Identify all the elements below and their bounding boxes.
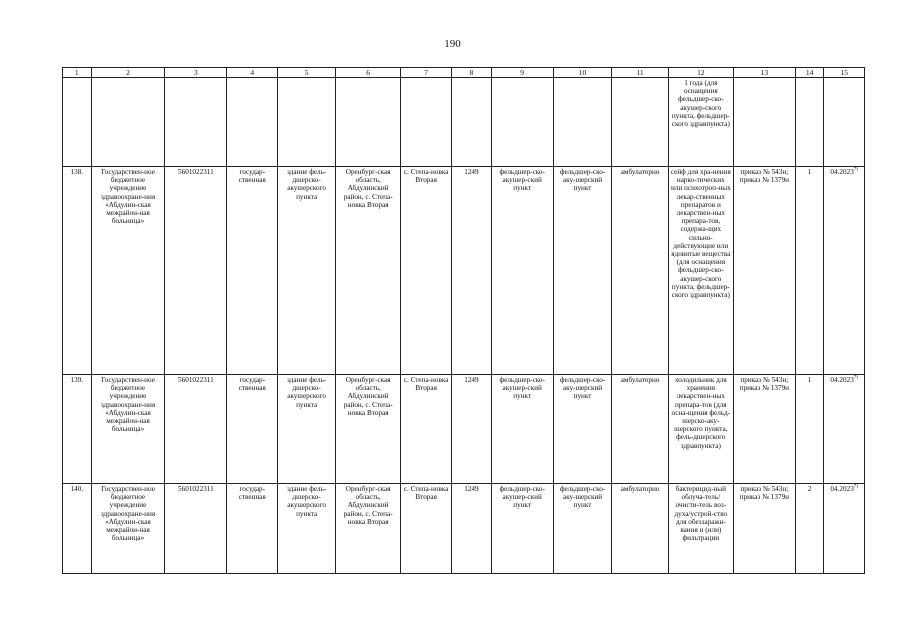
- table-cell: [278, 78, 336, 167]
- table-cell: [733, 78, 795, 167]
- settlement-cell: с. Степа-новка Вторая: [401, 375, 452, 484]
- page-number: 190: [444, 38, 461, 50]
- footnote-mark: 7): [853, 484, 858, 490]
- table-cell: [795, 78, 824, 167]
- column-header: 9: [491, 68, 553, 78]
- ownership-cell: государ-ственная: [227, 167, 278, 375]
- date-cell: [824, 375, 865, 484]
- table-cell: [165, 78, 227, 167]
- facility-cell: фельдшер-ско-акушер-ский пункт: [491, 375, 553, 484]
- column-header: 6: [336, 68, 401, 78]
- facility-cell: фельдшер-ско-акушер-ский пункт: [491, 484, 553, 574]
- table-cell: [612, 78, 668, 167]
- equipment-cell: 1 года (для оснащения фельдшер-ско-акушер-ского пункта, фельдшер-ского здравпункта): [668, 78, 733, 167]
- table-row: [63, 375, 865, 484]
- date-value: 04.2023: [830, 485, 854, 493]
- table-cell: [91, 78, 165, 167]
- building-cell: здание фель-дшерско-акушерского пункта: [278, 484, 336, 574]
- settlement-cell: с. Степа-новка Вторая: [401, 484, 452, 574]
- column-header: 11: [612, 68, 668, 78]
- care-type-cell: амбулаторно: [612, 167, 668, 375]
- table-cell: [227, 78, 278, 167]
- column-header: 12: [668, 68, 733, 78]
- code-cell: 5601022311: [165, 167, 227, 375]
- column-header: 8: [452, 68, 492, 78]
- organization-cell: Государствен-ное бюджетное учреждение здравоохране-ния «Абдулин-ская межрайон-ная больница»: [91, 167, 165, 375]
- table-cell: [452, 78, 492, 167]
- table-cell: [63, 78, 92, 167]
- column-header: 4: [227, 68, 278, 78]
- address-cell: Оренбург-ская область, Абдулинский район, с. Степа-новка Вторая: [336, 167, 401, 375]
- column-header: 13: [733, 68, 795, 78]
- unit-cell: фельдшер-ско-аку-шерский пункт: [553, 375, 612, 484]
- table-cell: [824, 78, 865, 167]
- table-cell: [336, 78, 401, 167]
- table-row: [63, 167, 865, 375]
- date-cell: [824, 484, 865, 574]
- building-cell: здание фель-дшерско-акушерского пункта: [278, 167, 336, 375]
- care-type-cell: амбулаторно: [612, 375, 668, 484]
- footnote-mark: 7): [853, 167, 858, 173]
- column-header: 7: [401, 68, 452, 78]
- header-row: [63, 68, 865, 78]
- table-cell: [491, 78, 553, 167]
- unit-cell: фельдшер-ско-аку-шерский пункт: [553, 484, 612, 574]
- column-header: 3: [165, 68, 227, 78]
- date-value: 04.2023: [830, 168, 854, 176]
- order-cell: приказ № 543н; приказ № 1379н: [733, 167, 795, 375]
- table-cell: [553, 78, 612, 167]
- equipment-cell: бактерицид-ный облуча-тель/очисти-тель воз-духа/устрой-ство для обеззаражи-вания и (или) фильтрации: [668, 484, 733, 574]
- column-header: 10: [553, 68, 612, 78]
- row-number: 139.: [63, 375, 92, 484]
- row-number: 140.: [63, 484, 92, 574]
- organization-cell: Государствен-ное бюджетное учреждение здравоохране-ния «Абдулин-ская межрайон-ная больница»: [91, 375, 165, 484]
- quantity-cell: 2: [795, 484, 824, 574]
- ownership-cell: государ-ственная: [227, 375, 278, 484]
- equipment-cell: сейф для хра-нения нарко-тических или психотроп-ных лекар-ственных препаратов и лекарствен-ных препара-тов, содержа-щих сильно-действующие или ядовитые вещества (для оснащения фельдшер-ско-акушер-ского пункта, фельдшер-ского здравпункта): [668, 167, 733, 375]
- population-cell: 1249: [452, 484, 492, 574]
- address-cell: Оренбург-ская область, Абдулинский район, с. Степа-новка Вторая: [336, 375, 401, 484]
- column-header: 1: [63, 68, 92, 78]
- table-cell: [401, 78, 452, 167]
- continuation-row: [63, 78, 865, 167]
- date-cell: [824, 167, 865, 375]
- address-cell: Оренбург-ская область, Абдулинский район, с. Степа-новка Вторая: [336, 484, 401, 574]
- organization-cell: Государствен-ное бюджетное учреждение здравоохране-ния «Абдулин-ская межрайон-ная больница»: [91, 484, 165, 574]
- building-cell: здание фель-дшерско-акушерского пункта: [278, 375, 336, 484]
- column-header: 14: [795, 68, 824, 78]
- column-header: 2: [91, 68, 165, 78]
- order-cell: приказ № 543н; приказ № 1379н: [733, 375, 795, 484]
- facility-cell: фельдшер-ско-акушер-ский пункт: [491, 167, 553, 375]
- date-value: 04.2023: [830, 376, 854, 384]
- code-cell: 5601022311: [165, 484, 227, 574]
- care-type-cell: амбулаторно: [612, 484, 668, 574]
- column-header: 15: [824, 68, 865, 78]
- registry-table: [62, 67, 865, 574]
- settlement-cell: с. Степа-новка Вторая: [401, 167, 452, 375]
- quantity-cell: 1: [795, 375, 824, 484]
- quantity-cell: 1: [795, 167, 824, 375]
- row-number: 138.: [63, 167, 92, 375]
- ownership-cell: государ-ственная: [227, 484, 278, 574]
- column-header: 5: [278, 68, 336, 78]
- unit-cell: фельдшер-ско-аку-шерский пункт: [553, 167, 612, 375]
- code-cell: 5601022311: [165, 375, 227, 484]
- population-cell: 1249: [452, 167, 492, 375]
- table-row: [63, 484, 865, 574]
- equipment-cell: холодильник для хранения лекарствен-ных препара-тов (для осна-щения фельд-шерско-аку-шерского пункта, фель-дшерского здравпункта): [668, 375, 733, 484]
- order-cell: приказ № 543н; приказ № 1379н: [733, 484, 795, 574]
- footnote-mark: 7): [853, 375, 858, 381]
- population-cell: 1249: [452, 375, 492, 484]
